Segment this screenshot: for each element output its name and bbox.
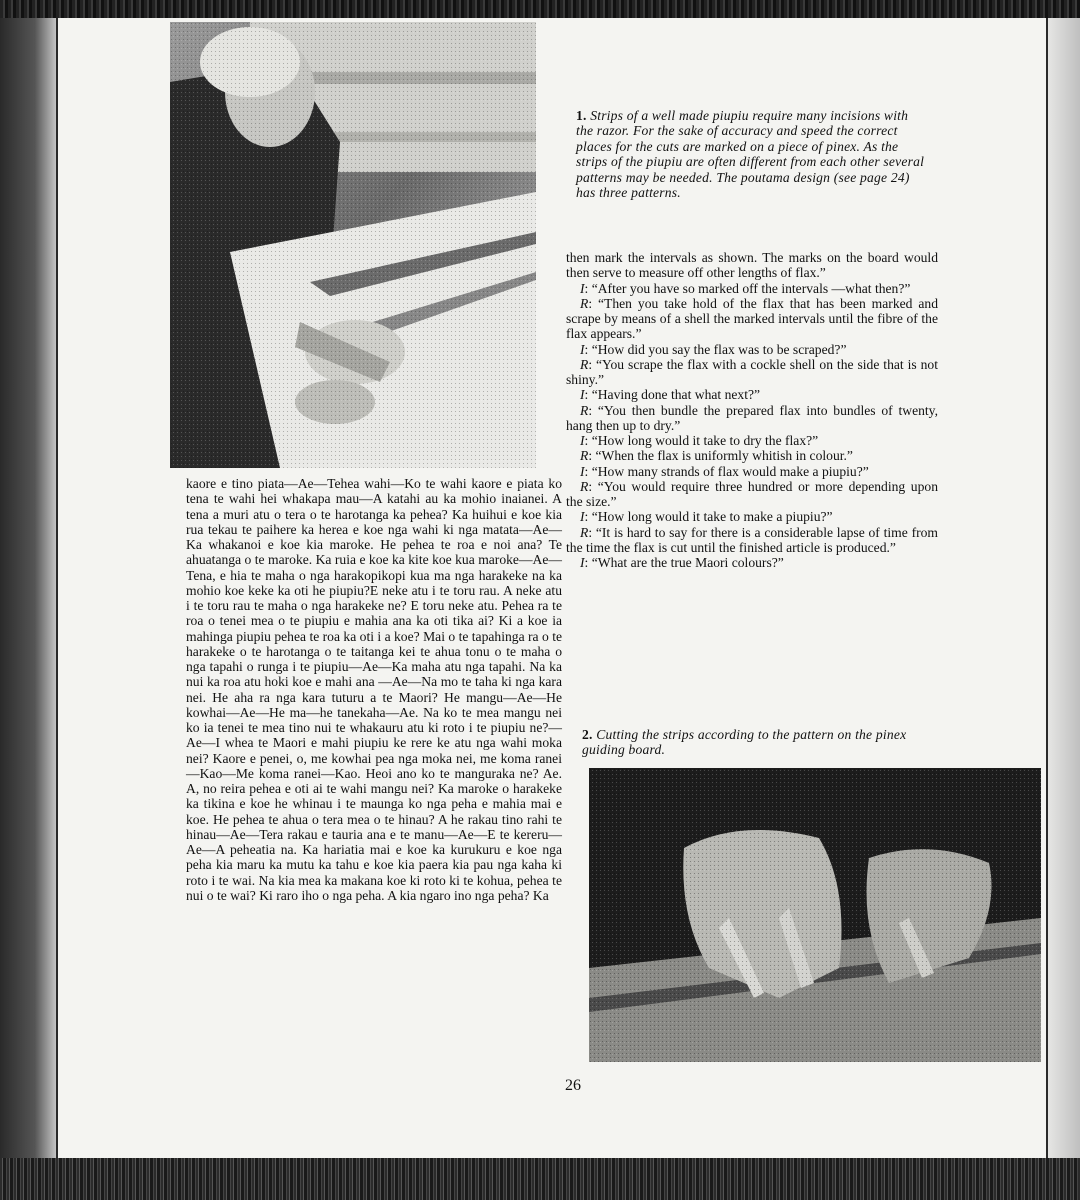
dialogue-paragraph: R: “You scrape the flax with a cockle shell on the side that is not shiny.” <box>566 356 938 387</box>
dialogue-paragraph: I: “What are the true Maori colours?” <box>580 555 784 570</box>
page-number: 26 <box>565 1077 581 1094</box>
dialogue-paragraph: R: “Then you take hold of the flax that has been marked and scrape by means of a shell the marked intervals until the fibre of the flax appears.” <box>566 295 938 342</box>
caption-2-text: Cutting the strips according to the pattern on the pinex guiding board. <box>582 727 907 758</box>
right-column-text <box>566 250 938 570</box>
caption-2 <box>582 727 942 758</box>
dialogue-paragraph: I: “How long would it take to dry the flax?” <box>580 433 819 448</box>
scan-border-right <box>1046 0 1080 1200</box>
scan-border-left <box>0 0 58 1200</box>
speaker-label: I <box>580 509 585 525</box>
dialogue-paragraph: I: “How many strands of flax would make a piupiu?” <box>580 463 869 479</box>
caption-1-number: 1. <box>576 108 587 123</box>
speaker-label: R <box>580 295 589 311</box>
speaker-label: R <box>580 356 589 372</box>
scan-border-top <box>0 0 1080 18</box>
caption-1 <box>576 108 928 200</box>
dialogue-paragraph: I: “How did you say the flax was to be scraped?” <box>580 341 847 357</box>
speaker-label: I <box>580 280 585 296</box>
dialogue-paragraph: R: “You would require three hundred or more depending upon the size.” <box>566 478 938 509</box>
dialogue-paragraph: R: “It is hard to say for there is a considerable lapse of time from the time the flax is cut until the finished article is produced.” <box>566 524 938 555</box>
dialogue-paragraph: I: “After you have so marked off the intervals —what then?” <box>580 280 911 296</box>
speaker-label: R <box>580 524 589 540</box>
dialogue-paragraph: R: “When the flax is uniformly whitish in colour.” <box>580 448 853 464</box>
photo-woman-marking-flax <box>170 22 536 468</box>
speaker-label: R <box>580 402 589 418</box>
speaker-label: R <box>580 478 589 494</box>
speaker-label: I <box>580 555 585 570</box>
speaker-label: I <box>580 387 585 403</box>
dialogue-paragraph: R: “You then bundle the prepared flax into bundles of twenty, hang then up to dry.” <box>566 402 938 433</box>
speaker-label: I <box>580 433 585 448</box>
speaker-label: R <box>580 448 589 464</box>
dialogue-paragraph: then mark the intervals as shown. The marks on the board would then serve to measure off other lengths of flax.” <box>566 250 938 281</box>
caption-1-text: Strips of a well made piupiu require many incisions with the razor. For the sake of accuracy and speed the correct places for the cuts are marked on a piece of pinex. As the strips of the piupiu are often different from each other several patterns may be needed. The poutama design (see page 24) has three patterns. <box>576 108 925 201</box>
speaker-label: I <box>580 463 585 479</box>
caption-2-number: 2. <box>582 727 593 742</box>
photo-hands-cutting-strips <box>589 768 1041 1062</box>
dialogue-paragraph: I: “Having done that what next?” <box>580 387 761 403</box>
scan-border-bottom <box>0 1158 1080 1200</box>
dialogue-paragraph: I: “How long would it take to make a piupiu?” <box>580 509 833 525</box>
speaker-label: I <box>580 341 585 357</box>
left-column-maori-text: kaore e tino piata—Ae—Tehea wahi—Ko te wahi kaore e piata ko tena te wahi hei whakapa mau—A katahi au ka mohio inaianei. A tena a muri atu o tera o te harotanga ka pehea? Ka huihui e koe kia rua tekau te paihere ka herea e koe nga wahi ki nga matata—Ae—Ka whakanoi e koe kia maroke. He pehea te roa e noi ana? Te ahuatanga o te maroke. Ka ruia e koe ka kite koe kua maroke—Ae—Tena, e hia te maha o nga harakopikopi kua ma nga harakeke na ka mohio koe keke ka oti he piupiu?E neke atu i te toru rau. A neke atu i te toru rau te maha o nga harakeke ne? E toru neke atu. Pehea ra te roa o tenei mea o te piupiu e mahia ana ka oti tika ai? Ki a koe ia mahinga piupiu pehea te roa ka oti i a koe? Mai o te tapahinga ra o te harakeke o te harotanga o te taitanga kei te ahua tonu o te maha o nga tapahi o runga i te piupiu—Ae—Ka maha atu nga tapahi. Na ka nui ka roa atu hoki koe e mahi ana —Ae—Na mo te taha ki nga kara nei. He aha ra nga kara tuturu a te Maori? He mangu—Ae—He kowhai—Ae—He ma—he tanekaha—Ae. Na ko te mea mangu nei ko ia tenei te mea tino nui te whakauru atu ki roto i te piupiu ne?—Ae—I whea te Maori e mahi piupiu ke rere ke atu nga wahi moka nei? Kaore e penei, o, me kowhai pea nga moka nei, me koma ranei—Kao—Me koma ranei—Kao. Heoi ano ko te manguraka ne? Ae. A, no reira pehea e oti ai te wahi mangu nei? Ka maroke o harakeke ka tikina e koe he whinau i te maunga ko nga peha e mahia mai e koe. He pehea te ahua o tera mea o te hinau? A he rakau tino rahi te hinau—Ae—Tera rakau e tauria ana e te manu—Ae—E te kereru—Ae—A peheatia na. Ka hariatia mai e koe ka kurukuru e koe nga peha kia maru ka mutu ka tahu e koe kia paera kia pau nga kaha ki roto i te wai. Na kia mea ka makana koe ki roto ki te kohua, pehea te nui o te wai? Ki raro iho o nga peha. A kia ngaro ino nga peha? Ka <box>186 476 562 903</box>
